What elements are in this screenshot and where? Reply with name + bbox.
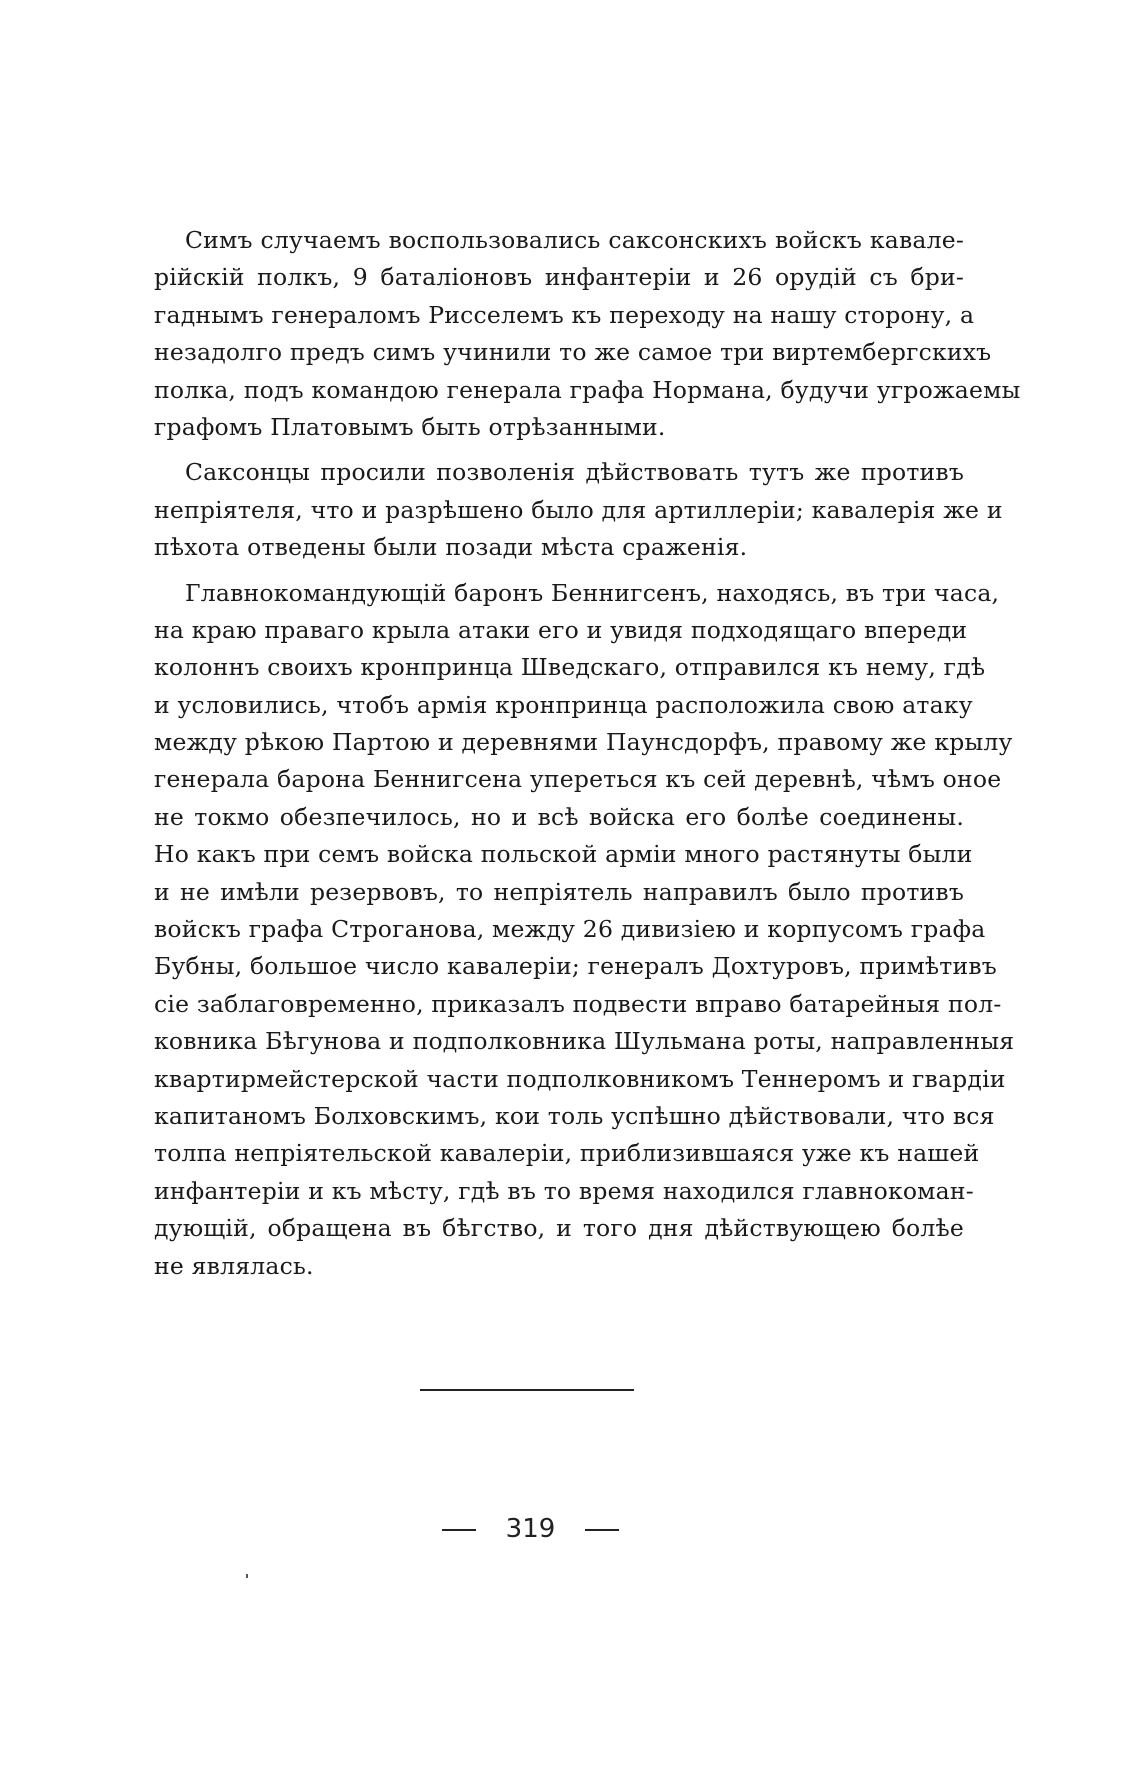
text-line: сіе заблаговременно, приказалъ подвести вправо батарейныя пол- <box>154 989 1002 1018</box>
text-line: Саксонцы просили позволенія дѣйствовать тутъ же противъ <box>185 458 964 487</box>
paragraph <box>154 222 1021 446</box>
text-line: не токмо обезпечилось, но и всѣ войска его болѣе соединены. <box>154 802 964 831</box>
text-line: толпа непріятельской кавалеріи, приблизившаяся уже къ нашей <box>154 1139 980 1168</box>
text-line: между рѣкою Партою и деревнями Паунсдорфъ, правому же крылу <box>154 728 1013 757</box>
paragraph-gap <box>154 567 964 575</box>
text-line: и не имѣли резервовъ, то непріятель направилъ было противъ <box>154 877 964 906</box>
text-line: инфантеріи и къ мѣсту, гдѣ въ то время находился главнокоман- <box>154 1176 974 1205</box>
text-line: графомъ Платовымъ быть отрѣзанными. <box>154 412 666 441</box>
body-text <box>154 222 1021 1285</box>
text-line: Главнокомандующій баронъ Беннигсенъ, находясь, въ три часа, <box>185 578 1000 607</box>
dash-left <box>442 1529 476 1531</box>
ink-speck <box>246 1574 248 1578</box>
text-line: колоннъ своихъ кронпринца Шведскаго, отправился къ нему, гдѣ <box>154 653 986 682</box>
text-line: пѣхота отведены были позади мѣста сраженія. <box>154 533 748 562</box>
text-line: ковника Бѣгунова и подполковника Шульмана роты, направленныя <box>154 1027 1015 1056</box>
paragraph-gap <box>154 446 964 454</box>
text-line: и условились, чтобъ армія кронпринца расположила свою атаку <box>154 690 973 719</box>
section-divider <box>420 1389 634 1391</box>
page-number <box>0 1514 1061 1544</box>
text-line: гаднымъ генераломъ Рисселемъ къ переходу на нашу сторону, а <box>154 300 975 329</box>
page-number-value: 319 <box>505 1514 556 1544</box>
text-line: Бубны, большое число кавалеріи; генералъ Дохтуровъ, примѣтивъ <box>154 952 997 981</box>
text-line: Но какъ при семъ войска польской арміи много растянуты были <box>154 840 973 869</box>
paragraph <box>154 454 1003 566</box>
text-line: дующій, обращена въ бѣгство, и того дня дѣйствующею болѣе <box>154 1214 964 1243</box>
text-line: капитаномъ Болховскимъ, кои толь успѣшно дѣйствовали, что вся <box>154 1101 995 1130</box>
text-line: не являлась. <box>154 1251 314 1280</box>
text-line: генерала барона Беннигсена упереться къ сей деревнѣ, чѣмъ оное <box>154 765 1002 794</box>
text-line: непріятеля, что и разрѣшено было для артиллеріи; кавалерія же и <box>154 495 1003 524</box>
text-line: незадолго предъ симъ учинили то же самое три виртембергскихъ <box>154 338 992 367</box>
text-line: полка, подъ командою генерала графа Нормана, будучи угрожаемы <box>154 375 1021 404</box>
text-line: квартирмейстерской части подполковникомъ Теннеромъ и гвардіи <box>154 1064 1006 1093</box>
paragraph <box>154 575 1015 1285</box>
text-line: на краю праваго крыла атаки его и увидя подходящаго впереди <box>154 615 968 644</box>
text-line: Симъ случаемъ воспользовались саксонскихъ войскъ кавале- <box>185 226 964 254</box>
text-line: войскъ графа Строганова, между 26 дивизіею и корпусомъ графа <box>154 915 986 944</box>
dash-right <box>585 1529 619 1531</box>
text-line: рійскій полкъ, 9 баталіоновъ инфантеріи и 26 орудій съ бри- <box>154 263 964 292</box>
